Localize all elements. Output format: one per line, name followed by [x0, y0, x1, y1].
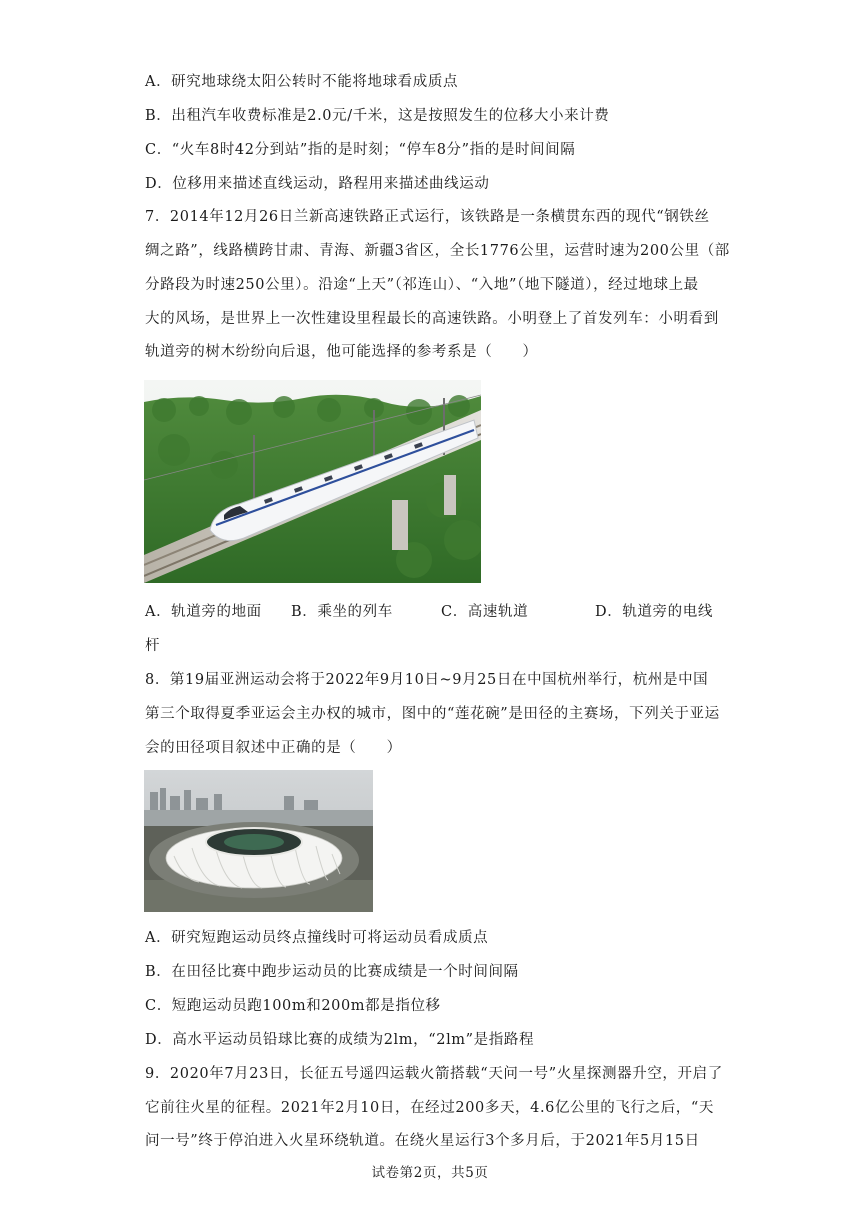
q7-stem-line-2: 绸之路”，线路横跨甘肃、青海、新疆3省区，全长1776公里，运营时速为200公里（部	[145, 243, 730, 259]
q8-option-d: D．高水平运动员铅球比赛的成绩为2lm，“2lm”是指路程	[145, 1032, 535, 1048]
q6-option-a: A．研究地球绕太阳公转时不能将地球看成质点	[145, 74, 459, 90]
q8-stem-line-2: 第三个取得夏季亚运会主办权的城市，图中的“莲花碗”是田径的主赛场，下列关于亚运	[145, 706, 720, 722]
q7-stem-line-1: 7．2014年12月26日兰新高速铁路正式运行，该铁路是一条横贯东西的现代“钢铁丝	[145, 209, 710, 225]
q7-stem-line-3: 分路段为时速250公里）。沿途“上天”（祁连山）、“入地”（地下隧道），经过地球上最	[145, 277, 699, 293]
q8-stem-line-1: 8．第19届亚洲运动会将于2022年9月10日~9月25日在中国杭州举行，杭州是中国	[145, 672, 709, 688]
q8-option-a: A．研究短跑运动员终点撞线时可将运动员看成质点	[145, 930, 489, 946]
q8-option-c: C．短跑运动员跑100m和200m都是指位移	[145, 998, 441, 1014]
q7-option-d: D．轨道旁的电线	[595, 604, 713, 620]
q7-option-d-wrap: 杆	[145, 638, 161, 654]
q7-stem-line-5: 轨道旁的树木纷纷向后退，他可能选择的参考系是（ ）	[145, 344, 538, 360]
q9-stem-line-2: 它前往火星的征程。2021年2月10日，在经过200多天，4.6亿公里的飞行之后，“天	[145, 1100, 715, 1116]
q7-option-a: A．轨道旁的地面	[145, 604, 262, 620]
q8-option-b: B．在田径比赛中跑步运动员的比赛成绩是一个时间间隔	[145, 964, 519, 980]
q9-stem-line-1: 9．2020年7月23日，长征五号遥四运载火箭搭载“天问一号”火星探测器升空，开启了	[145, 1066, 723, 1082]
q9-stem-line-3: 问一号”终于停泊进入火星环绕轨道。在绕火星运行3个多月后，于2021年5月15日	[145, 1133, 700, 1149]
stadium-photo	[144, 770, 373, 912]
page-footer: 试卷第2页，共5页	[371, 1165, 489, 1181]
train-photo	[144, 380, 481, 583]
q7-option-b: B．乘坐的列车	[291, 604, 393, 620]
q7-option-c: C．高速轨道	[441, 604, 529, 620]
q8-stem-line-3: 会的田径项目叙述中正确的是（ ）	[145, 740, 402, 756]
q6-option-c: C．“火车8时42分到站”指的是时刻；“停车8分”指的是时间间隔	[145, 142, 576, 158]
q7-stem-line-4: 大的风场，是世界上一次性建设里程最长的高速铁路。小明登上了首发列车：小明看到	[145, 311, 719, 327]
q6-option-b: B．出租汽车收费标准是2.0元/千米，这是按照发生的位移大小来计费	[145, 108, 610, 124]
q6-option-d: D．位移用来描述直线运动，路程用来描述曲线运动	[145, 176, 490, 192]
